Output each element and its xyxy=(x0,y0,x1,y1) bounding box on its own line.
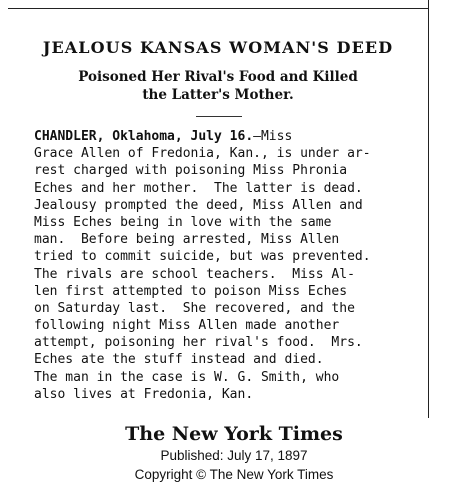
subhead-line-1: Poisoned Her Rival's Food and Killed xyxy=(78,69,358,85)
body-line: also lives at Fredonia, Kan. xyxy=(34,386,254,402)
article-headline: JEALOUS KANSAS WOMAN'S DEED xyxy=(42,38,394,57)
body-line: The rivals are school teachers. Miss Al- xyxy=(34,266,355,282)
body-line: Grace Allen of Fredonia, Kan., is under ar- xyxy=(34,146,371,162)
body-line: following night Miss Allen made another xyxy=(34,318,340,334)
subhead-line-2: the Latter's Mother. xyxy=(142,87,294,103)
body-line: rest charged with poisoning Miss Phronia xyxy=(34,163,348,179)
body-line: Eches and her mother. The latter is dead. xyxy=(34,180,363,196)
body-line-1-text: —Miss xyxy=(253,129,293,144)
article-subhead xyxy=(8,68,428,104)
body-line: Miss Eches being in love with the same xyxy=(34,214,332,230)
body-line: on Saturday last. She recovered, and the xyxy=(34,300,355,316)
section-divider xyxy=(196,116,242,117)
body-line: man. Before being arrested, Miss Allen xyxy=(34,232,340,248)
copyright-notice: Copyright © The New York Times xyxy=(134,467,334,482)
top-rule xyxy=(8,8,428,9)
body-line: tried to commit suicide, but was prevented. xyxy=(34,249,371,265)
body-line: len first attempted to poison Miss Eches xyxy=(34,283,348,299)
body-line: The man in the case is W. G. Smith, who xyxy=(34,369,340,385)
published-date: Published: July 17, 1897 xyxy=(160,448,308,463)
body-line: attempt, poisoning her rival's food. Mrs. xyxy=(34,335,363,351)
nyt-masthead-logo: The New York Times xyxy=(125,423,343,445)
body-line-1 xyxy=(34,128,430,145)
article-body xyxy=(34,128,430,403)
body-line: Eches ate the stuff instead and died. xyxy=(34,352,324,368)
dateline: CHANDLER, Oklahoma, July 16. xyxy=(34,129,254,144)
body-line: Jealousy prompted the deed, Miss Allen and xyxy=(34,197,363,213)
